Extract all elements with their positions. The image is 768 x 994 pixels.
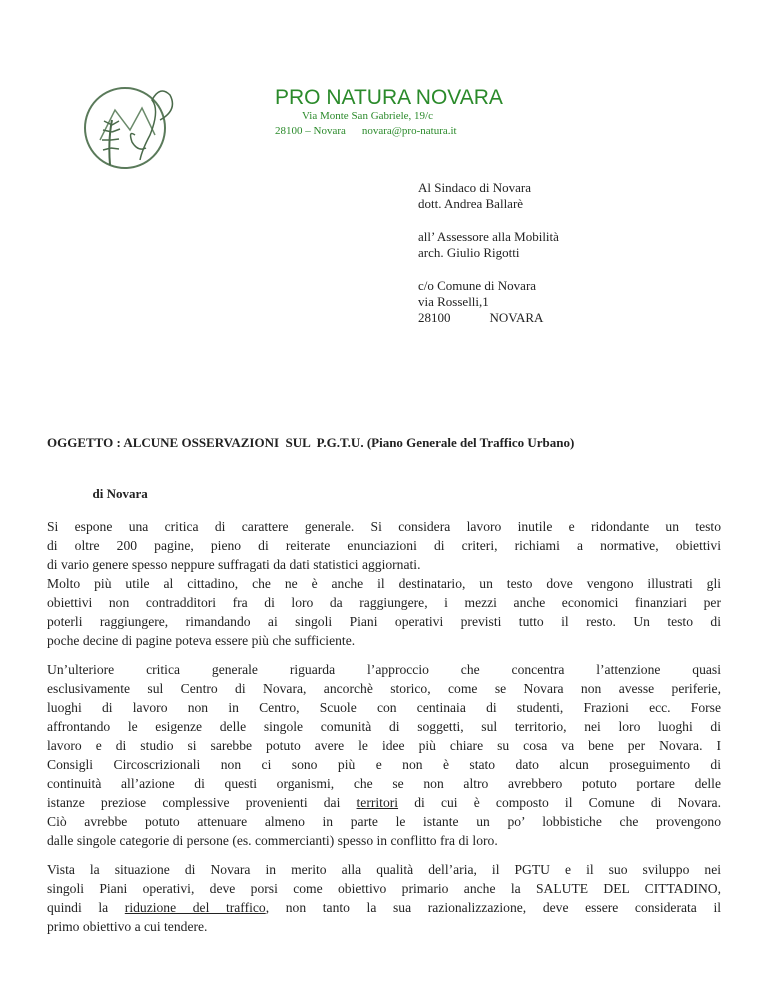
text-segment: Consigli Circoscrizionali non ci sono più e non è stato dato alcun proseguimento di bbox=[47, 757, 721, 772]
text-line bbox=[47, 717, 721, 736]
text-segment: singoli Piani operativi, deve porsi come obiettivo primario anche la SALUTE DEL CITTADINO, bbox=[47, 881, 721, 896]
underlined-text: territori bbox=[356, 795, 399, 810]
underlined-text: riduzione del traffico bbox=[124, 900, 266, 915]
text-segment: di cui è composto il Comune di Novara. bbox=[398, 795, 721, 810]
subject-line: di Novara bbox=[47, 486, 148, 501]
text-line bbox=[47, 555, 721, 574]
organization-address: Via Monte San Gabriele, 19/c bbox=[302, 110, 433, 122]
text-line bbox=[47, 574, 721, 593]
text-segment: Si espone una critica di carattere generale. Si considera lavoro inutile e ridondante un testo bbox=[47, 519, 721, 534]
text-segment: di vario genere spesso neppure suffragati da dati statistici aggiornati. bbox=[47, 557, 421, 572]
text-line bbox=[47, 631, 721, 650]
text-line bbox=[47, 612, 721, 631]
organization-email[interactable]: novara@pro-natura.it bbox=[361, 125, 457, 137]
text-segment: Ciò avrebbe potuto attenuare almeno in parte le istante un po’ lobbistiche che provengono bbox=[47, 814, 721, 829]
subject-line: OGGETTO : ALCUNE OSSERVAZIONI SUL P.G.T.U. (Piano Generale del Traffico Urbano) bbox=[47, 435, 575, 450]
pro-natura-logo bbox=[80, 80, 180, 175]
text-line bbox=[47, 831, 721, 850]
recipient-line: Al Sindaco di Novara bbox=[418, 180, 532, 195]
text-segment: quindi la bbox=[47, 900, 125, 915]
recipient-line: via Rosselli,1 bbox=[418, 294, 489, 309]
text-line bbox=[47, 879, 721, 898]
subject bbox=[47, 400, 574, 536]
text-segment: dalle singole categorie di persone (es. commercianti) spesso in conflitto fra di loro. bbox=[47, 833, 498, 848]
text-line bbox=[47, 793, 721, 812]
text-segment: , non tanto la sua razionalizzazione, deve essere considerata il bbox=[265, 900, 721, 915]
text-segment: Un’ulteriore critica generale riguarda l’approccio che concentra l’attenzione quasi bbox=[47, 662, 721, 677]
paragraph-3 bbox=[47, 860, 721, 936]
text-segment: luoghi di lavoro non in Centro, Scuole con centinaia di studenti, Frazioni ecc. Forse bbox=[47, 700, 721, 715]
text-line bbox=[47, 812, 721, 831]
text-segment: lavoro e di studio si sarebbe potuto avere le idee più chiare su cosa va bene per Novara. I bbox=[47, 738, 721, 753]
text-segment: obiettivi non contradditori fra di loro da raggiungere, i mezzi anche economici finanziari per bbox=[47, 595, 721, 610]
letter-body bbox=[47, 517, 721, 946]
recipient-line: 28100 NOVARA bbox=[418, 310, 544, 325]
text-line bbox=[47, 860, 721, 879]
text-line bbox=[47, 517, 721, 536]
text-line bbox=[47, 755, 721, 774]
text-segment: Molto più utile al cittadino, che ne è anche il destinatario, un testo dove vengono illustrati gli bbox=[47, 576, 721, 591]
text-segment: di oltre 200 pagine, pieno di reiterate enunciazioni di criteri, richiami a normative, obiettivi bbox=[47, 538, 721, 553]
text-line bbox=[47, 593, 721, 612]
text-segment: poche decine di pagine poteva essere più che sufficiente. bbox=[47, 633, 356, 648]
organization-title: PRO NATURA NOVARA bbox=[275, 86, 503, 109]
paragraph-1 bbox=[47, 517, 721, 650]
recipient-line: all’ Assessore alla Mobilità bbox=[418, 229, 559, 244]
text-line bbox=[47, 536, 721, 555]
text-segment: continuità all’azione di questi organismi, che se non altro avrebbero potuto portare delle bbox=[47, 776, 721, 791]
paragraph-2 bbox=[47, 660, 721, 850]
text-segment: esclusivamente sul Centro di Novara, ancorchè storico, come se Novara non avesse periferie, bbox=[47, 681, 721, 696]
text-line bbox=[47, 679, 721, 698]
text-line bbox=[47, 660, 721, 679]
text-segment: istanze preziose complessive provenienti dai bbox=[47, 795, 357, 810]
organization-city: 28100 – Novara bbox=[275, 125, 346, 137]
text-line bbox=[47, 698, 721, 717]
text-segment: primo obiettivo a cui tendere. bbox=[47, 919, 208, 934]
organization-contact-row bbox=[275, 125, 457, 137]
text-segment: poterli raggiungere, rimandando ai singoli Piani operativi previsti tutto il resto. Un testo di bbox=[47, 614, 721, 629]
recipient-line: c/o Comune di Novara bbox=[418, 278, 537, 293]
recipient-line: dott. Andrea Ballarè bbox=[418, 196, 524, 211]
text-segment: affrontando le esigenze delle singole comunità di soggetti, sul territorio, nei loro luoghi di bbox=[47, 719, 721, 734]
text-line bbox=[47, 774, 721, 793]
text-line bbox=[47, 898, 721, 917]
recipient-line: arch. Giulio Rigotti bbox=[418, 245, 520, 260]
text-line bbox=[47, 736, 721, 755]
text-segment: Vista la situazione di Novara in merito alla qualità dell’aria, il PGTU e il suo sviluppo nei bbox=[47, 862, 721, 877]
text-line bbox=[47, 917, 721, 936]
